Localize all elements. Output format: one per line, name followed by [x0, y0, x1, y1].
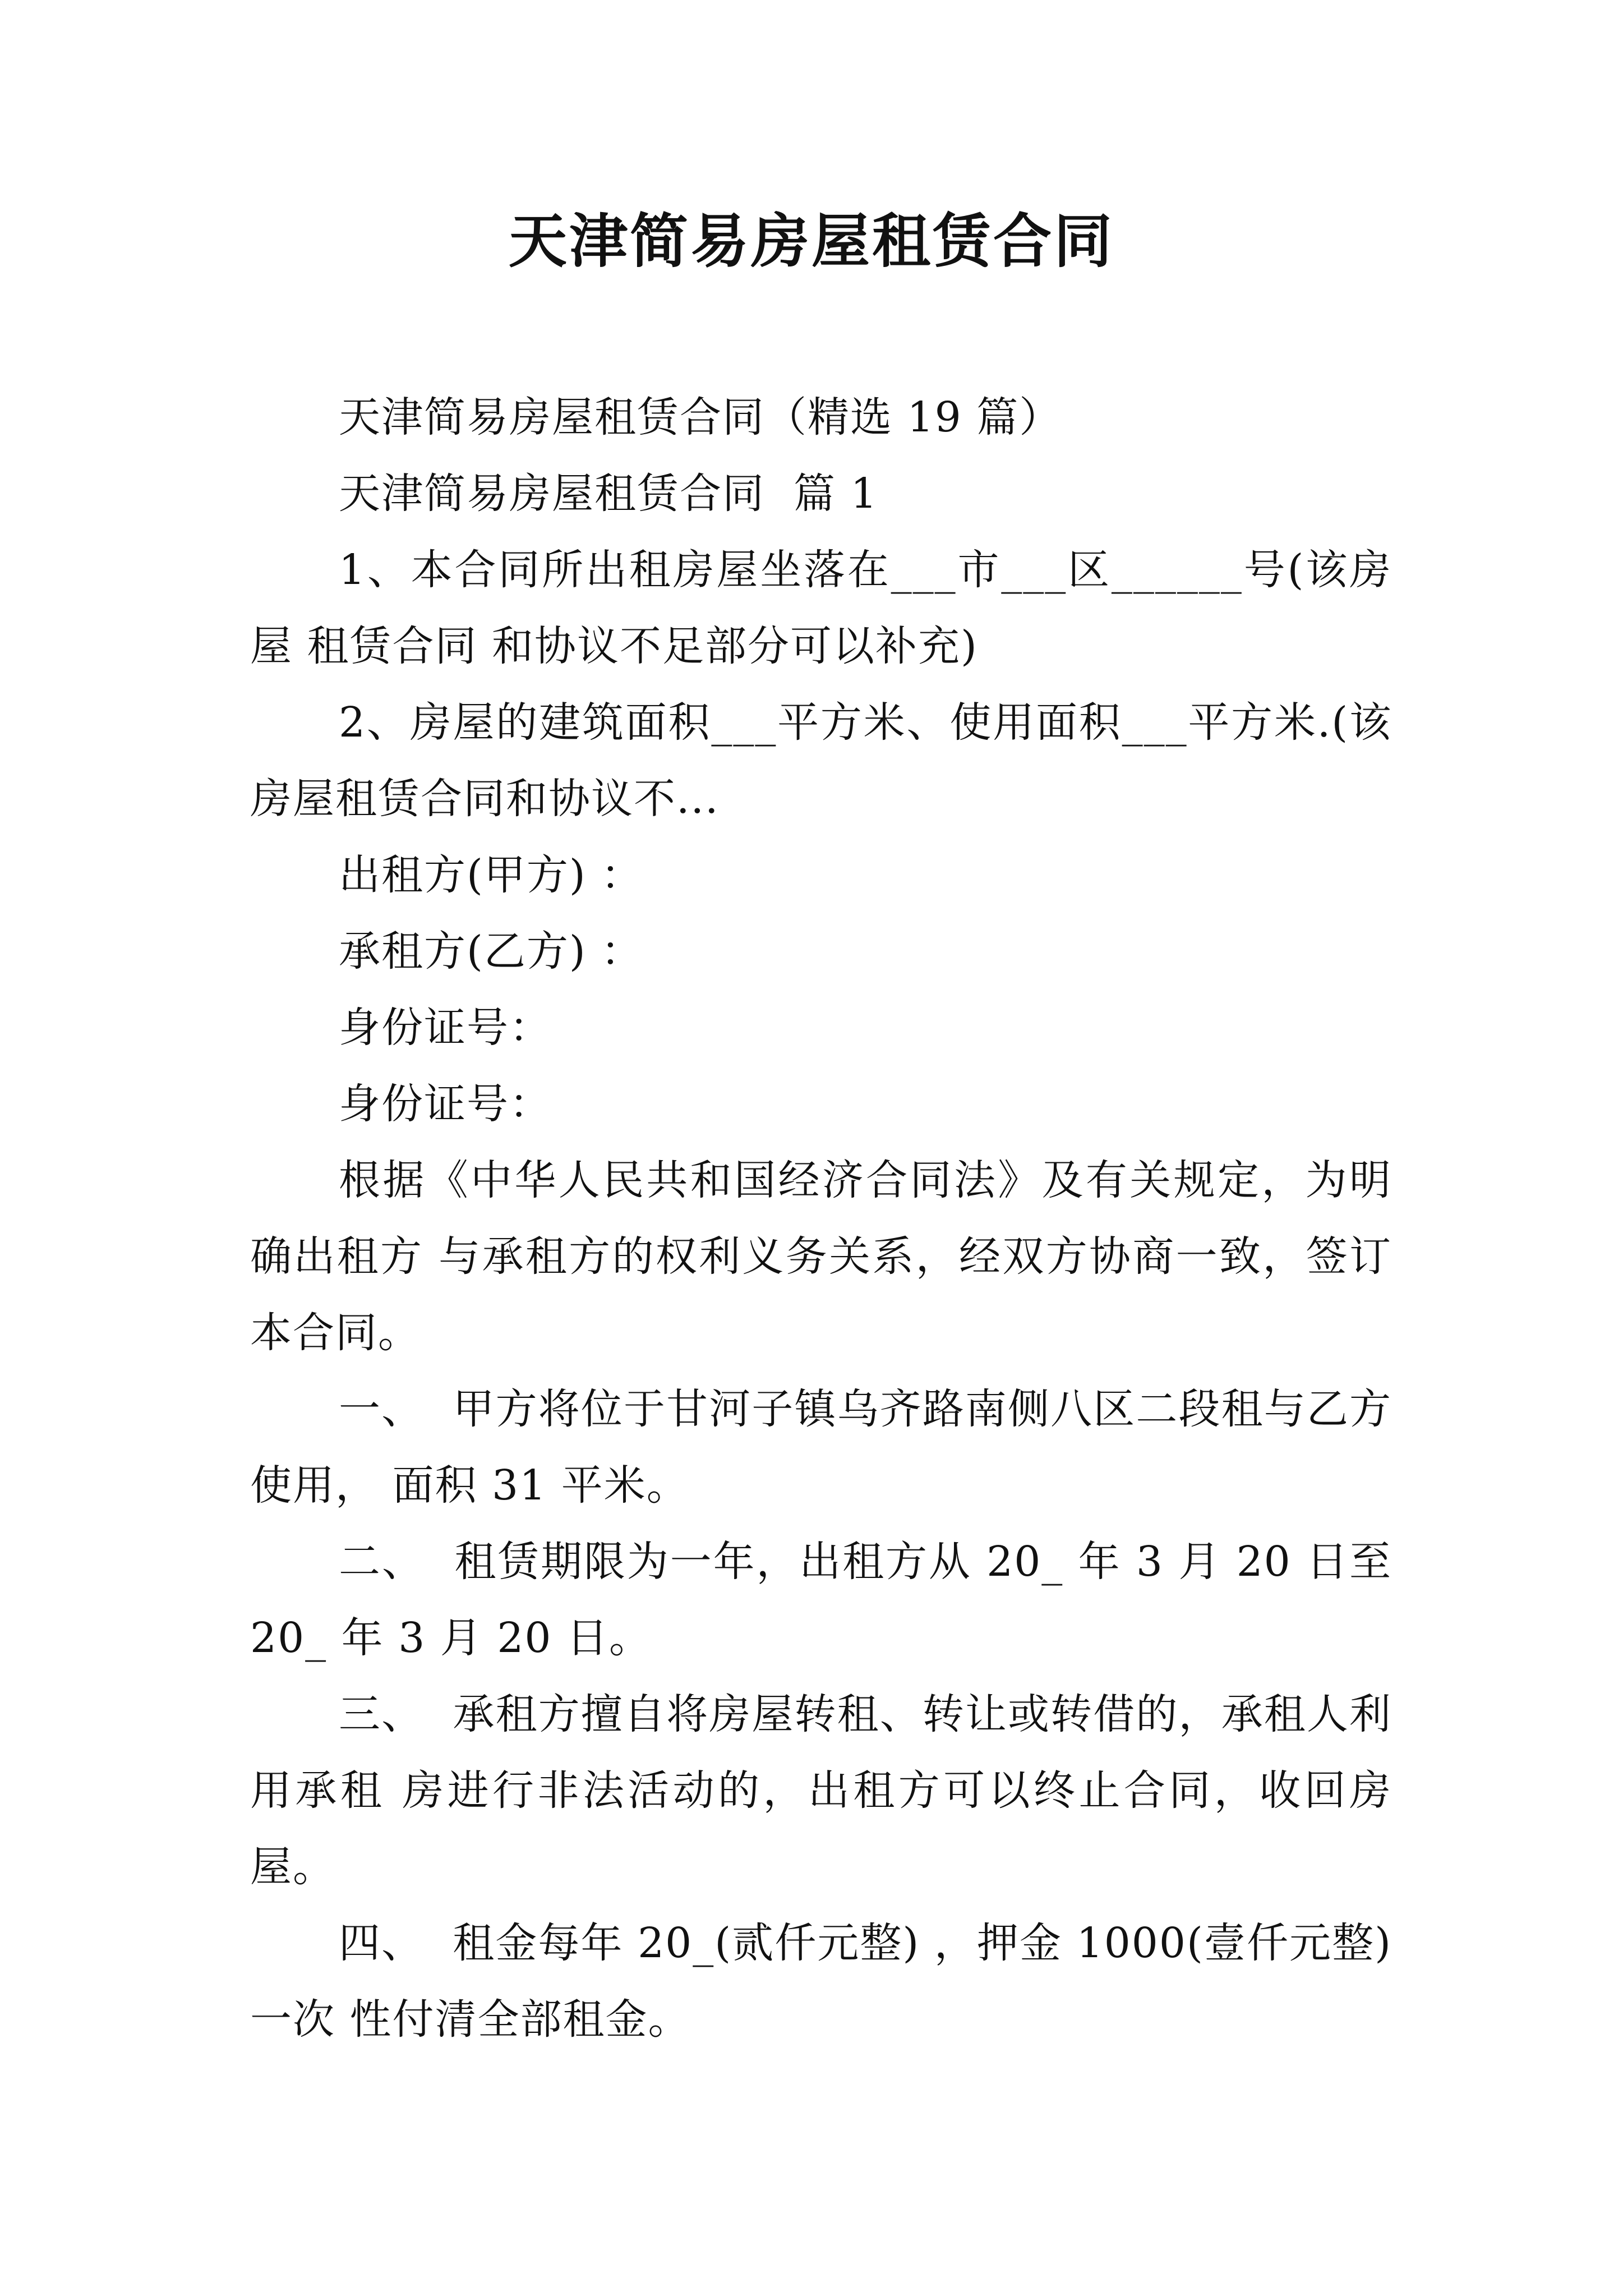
paragraph-lessee: 承租方(乙方) ： [339, 927, 644, 976]
document-title: 天津简易房屋租赁合同 [508, 206, 1114, 275]
paragraph-clause-2: 2、房屋的建筑面积___平方米、使用面积___平方米.(该房屋租赁合同和协议不... [250, 698, 1392, 823]
paragraph-id-number-1: 身份证号： [339, 1004, 552, 1052]
paragraph-lessor: 出租方(甲方) ： [339, 851, 644, 899]
paragraph-article-1: 一、 甲方将位于甘河子镇乌齐路南侧八区二段租与乙方使用， 面积 31 平米。 [250, 1385, 1392, 1510]
paragraph-article-4: 四、 租金每年 20_(贰仟元整) ，押金 1000(壹仟元整)一次 性付清全部租金。 [250, 1919, 1392, 2044]
paragraph-id-number-2: 身份证号： [339, 1080, 552, 1128]
paragraph-subtitle: 天津简易房屋租赁合同（精选 19 篇） [339, 393, 1062, 441]
paragraph-article-2: 二、 租赁期限为一年，出租方从 20_ 年 3 月 20 日至 20_ 年 3 月 20 日。 [250, 1538, 1407, 1662]
paragraph-section-heading: 天津简易房屋租赁合同 篇 1 [339, 470, 878, 518]
paragraph-article-3: 三、 承租方擅自将房屋转租、转让或转借的，承租人利用承租 房进行非法活动的，出租方可以终止合同，收回房屋。 [250, 1690, 1392, 1891]
paragraph-clause-1: 1、本合同所出租房屋坐落在___市___区______号(该房屋 租赁合同 和协议不足部分可以补充) [250, 546, 1392, 670]
paragraph-preamble: 根据《中华人民共和国经济合同法》及有关规定，为明确出租方 与承租方的权利义务关系，经双方协商一致，签订本合同。 [250, 1156, 1392, 1357]
document-body [250, 379, 1407, 2058]
